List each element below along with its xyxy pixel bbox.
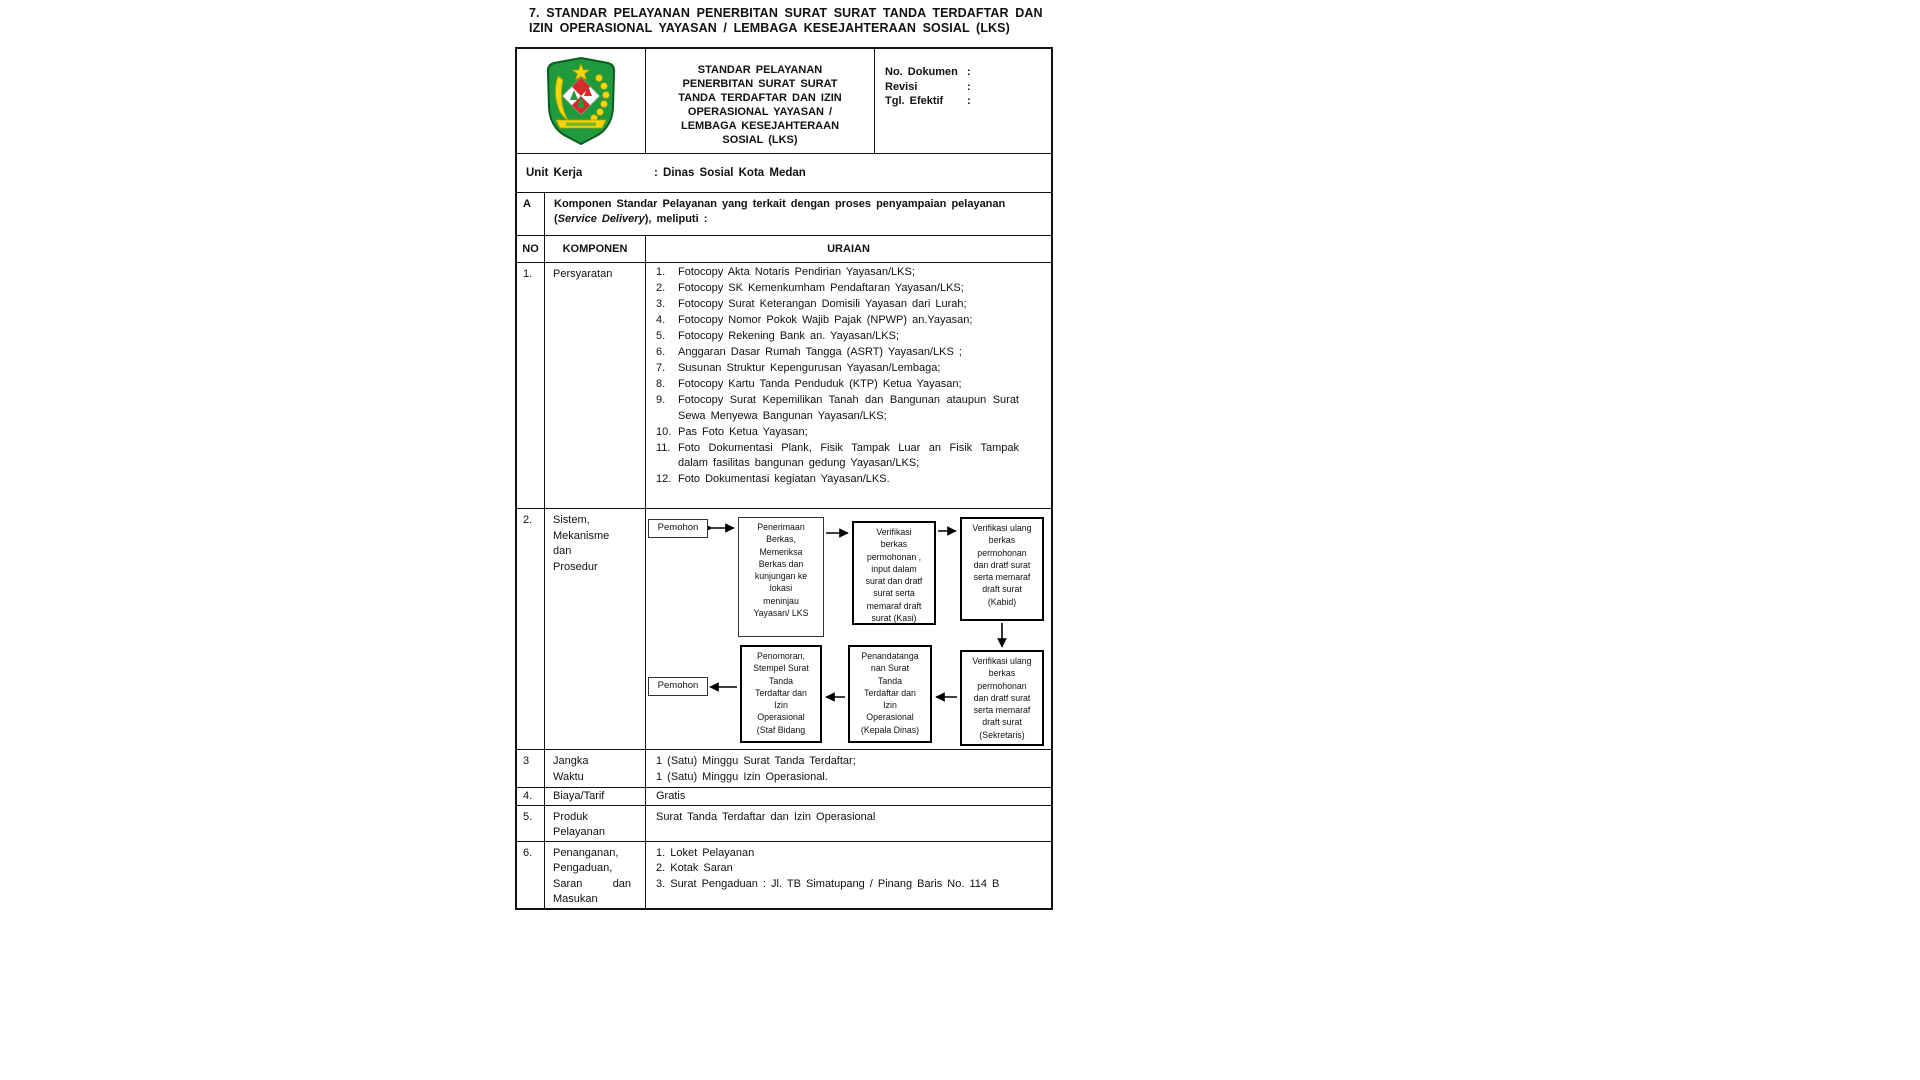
row-biaya-tarif: [517, 787, 1051, 805]
row-penanganan-pengaduan: [517, 841, 1051, 908]
item-text: Pas Foto Ketua Yayasan;: [678, 425, 808, 438]
revision-field: [885, 80, 1047, 95]
medan-city-emblem-icon: [544, 56, 618, 146]
uraian-biaya-tarif: Gratis: [645, 788, 1051, 805]
document-header-title: STANDAR PELAYANAN PENERBITAN SURAT SURAT TANDA TERDAFTAR DAN IZIN OPERASIONAL YAYASAN / LEMBAGA KESEJAHTERAAN SOSIAL (LKS): [645, 49, 874, 153]
document-number-block: [874, 49, 1051, 153]
doc-number-colon: :: [967, 66, 971, 78]
section-a-letter: A: [523, 198, 531, 210]
unit-kerja-row: [517, 153, 1051, 192]
requirement-item: [656, 297, 1045, 313]
section-a-text: [544, 193, 1051, 235]
requirement-item: [656, 393, 1045, 424]
section-a-text-after: ), meliputi :: [644, 213, 708, 225]
step-verify-kabid-box: Verifikasi ulang berkas permohonan dan dratf surat serta memaraf draft surat (Kabid): [960, 517, 1044, 621]
requirement-item: [656, 281, 1045, 297]
row-number: 5.: [523, 810, 533, 823]
item-number: 4.: [656, 314, 666, 326]
section-a-italic: Service Delivery: [557, 213, 645, 225]
komponen-jangka-waktu: Jangka Waktu: [544, 750, 645, 787]
page-title-line-1: 7. STANDAR PELAYANAN PENERBITAN SURAT SURAT TANDA TERDAFTAR DAN: [529, 6, 1043, 20]
row-sistem-mekanisme: [517, 508, 1051, 749]
requirement-item: [656, 361, 1045, 377]
persyaratan-list: [645, 263, 1051, 508]
procedure-flowchart: [645, 509, 1051, 749]
item-text: Susunan Struktur Kepengurusan Yayasan/Lembaga;: [678, 362, 941, 374]
item-text: Fotocopy Surat Kepemilikan Tanah dan Bangunan ataupun Surat Sewa Menyewa Bangunan Yayasan/LKS;: [678, 394, 1019, 422]
item-text: Fotocopy Surat Keterangan Domisili Yayasan dari Lurah;: [678, 298, 967, 310]
page-title: [529, 6, 1053, 36]
item-number: 7.: [656, 362, 666, 374]
item-text: Fotocopy SK Kemenkumham Pendaftaran Yayasan/LKS;: [678, 282, 964, 294]
item-text: Anggaran Dasar Rumah Tangga (ASRT) Yayasan/LKS ;: [678, 346, 962, 358]
row-number: 2.: [523, 514, 533, 526]
komponen-penanganan-pengaduan: Penanganan, Pengaduan, Saran dan Masukan: [544, 842, 645, 908]
item-text: Fotocopy Nomor Pokok Wajib Pajak (NPWP) an.Yayasan;: [678, 314, 973, 326]
row-produk-pelayanan: [517, 805, 1051, 841]
item-text: Fotocopy Rekening Bank an. Yayasan/LKS;: [678, 330, 900, 342]
row-jangka-waktu: [517, 749, 1051, 787]
requirement-item: [656, 472, 1045, 488]
uraian-produk-pelayanan: Surat Tanda Terdaftar dan Izin Operasional: [645, 806, 1051, 841]
step-intake-box: Penerimaan Berkas, Memeriksa Berkas dan kunjungan ke lokasi meninjau Yayasan/ LKS: [738, 517, 824, 637]
item-number: 2.: [656, 282, 666, 294]
komponen-biaya-tarif: Biaya/Tarif: [544, 788, 645, 805]
requirement-item: [656, 345, 1045, 361]
item-text: Foto Dokumentasi Plank, Fisik Tampak Luar an Fisik Tampak dalam fasilitas bangunan gedung Yayasan/LKS;: [678, 441, 1019, 469]
item-text: Fotocopy Akta Notaris Pendirian Yayasan/LKS;: [678, 266, 915, 278]
section-a-row: [517, 192, 1051, 235]
effective-date-label: Tgl. Efektif: [885, 95, 944, 107]
step-number-stamp-box: Penomoran, Stempel Surat Tanda Terdaftar dan Izin Operasional (Staf Bidang: [740, 645, 822, 743]
effective-date-colon: :: [967, 95, 971, 107]
revision-label: Revisi: [885, 80, 918, 93]
applicant-box-top: Pemohon: [648, 519, 708, 538]
doc-number-label: No. Dokumen: [885, 66, 958, 78]
unit-kerja-value: Dinas Sosial Kota Medan: [663, 167, 806, 179]
item-number: 10.: [656, 425, 672, 438]
item-number: 1.: [656, 266, 666, 278]
item-number: 8.: [656, 378, 666, 390]
item-text: Foto Dokumentasi kegiatan Yayasan/LKS.: [678, 473, 890, 485]
item-text: Fotocopy Kartu Tanda Penduduk (KTP) Ketua Yayasan;: [678, 378, 962, 390]
komponen-persyaratan: Persyaratan: [544, 263, 645, 508]
requirement-item: [656, 441, 1045, 472]
revision-colon: :: [967, 80, 971, 93]
komponen-produk-pelayanan: Produk Pelayanan: [544, 806, 645, 841]
item-number: 9.: [656, 394, 666, 406]
document-header-row: [517, 49, 1051, 153]
column-header-no: NO: [522, 243, 539, 255]
row-number: 1.: [523, 268, 533, 280]
step-verify-sekretaris-box: Verifikasi ulang berkas permohonan dan dratf surat serta memaraf draft surat (Sekretaris): [960, 650, 1044, 746]
section-a-text-before: Komponen Standar Pelayanan yang terkait dengan proses penyampaian pelayanan (: [554, 198, 1006, 225]
service-standard-document: [515, 6, 1053, 916]
step-sign-box: Penandatanga nan Surat Tanda Terdaftar dan Izin Operasional (Kepala Dinas): [848, 645, 932, 743]
row-number: 3: [523, 755, 530, 767]
applicant-box-bottom: Pemohon: [648, 677, 708, 696]
column-header-uraian: URAIAN: [645, 236, 1051, 262]
row-number: 6.: [523, 846, 533, 859]
column-header-row: [517, 235, 1051, 262]
requirement-item: [656, 377, 1045, 393]
row-number: 4.: [523, 790, 533, 802]
unit-kerja-colon: :: [654, 167, 658, 179]
column-header-komponen: KOMPONEN: [544, 236, 645, 262]
step-verify-kasi-box: Verifikasi berkas permohonan , input dalam surat dan dratf surat serta memaraf draft surat (Kasi): [852, 521, 936, 625]
item-number: 3.: [656, 298, 666, 310]
item-number: 6.: [656, 346, 666, 358]
doc-number-field: [885, 65, 1047, 80]
standard-service-table: [515, 47, 1053, 910]
uraian-penanganan-pengaduan: 1. Loket Pelayanan 2. Kotak Saran 3. Surat Pengaduan : Jl. TB Simatupang / Pinang Baris No. 114 B: [645, 842, 1051, 908]
requirement-item: [656, 425, 1045, 441]
logo-cell: [517, 49, 645, 153]
row-persyaratan: [517, 262, 1051, 508]
unit-kerja-label: Unit Kerja: [526, 167, 583, 179]
item-number: 12.: [656, 473, 672, 485]
requirement-item: [656, 265, 1045, 281]
requirement-item: [656, 329, 1045, 345]
uraian-jangka-waktu: 1 (Satu) Minggu Surat Tanda Terdaftar; 1 (Satu) Minggu Izin Operasional.: [645, 750, 1051, 787]
page-title-line-2: IZIN OPERASIONAL YAYASAN / LEMBAGA KESEJAHTERAAN SOSIAL (LKS): [529, 21, 1010, 35]
item-number: 11.: [656, 441, 671, 454]
item-number: 5.: [656, 330, 666, 342]
effective-date-field: [885, 94, 1047, 109]
komponen-sistem-mekanisme: Sistem, Mekanisme dan Prosedur: [544, 509, 645, 749]
requirement-item: [656, 313, 1045, 329]
flowchart-canvas: [646, 509, 1051, 749]
